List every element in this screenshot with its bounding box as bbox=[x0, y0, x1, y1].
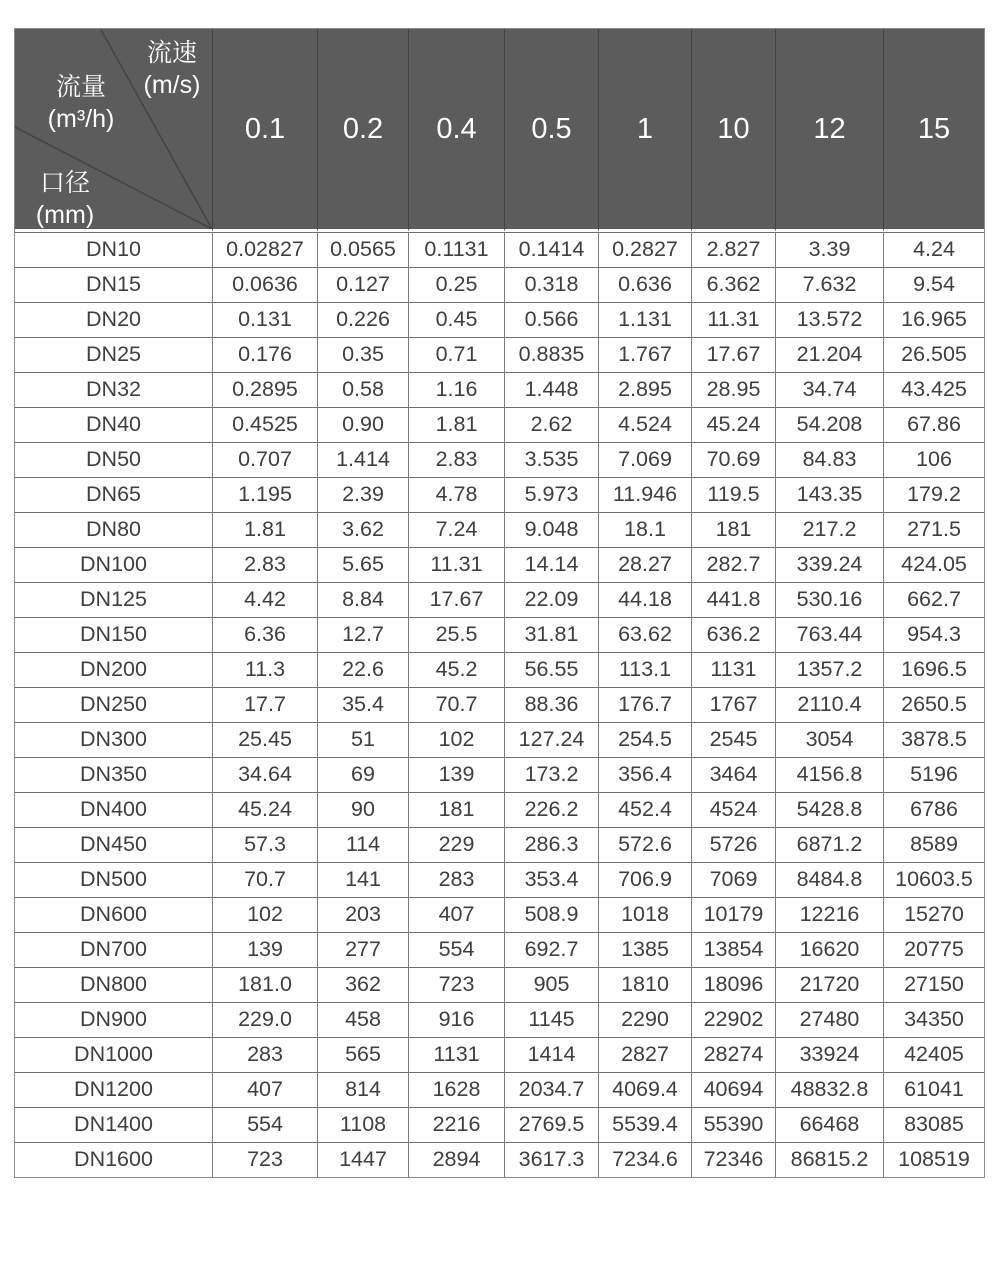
flow-value-cell: 27150 bbox=[884, 967, 984, 1002]
flow-value-cell: 226.2 bbox=[505, 792, 599, 827]
flow-value-cell: 8484.8 bbox=[776, 862, 884, 897]
diameter-cell: DN200 bbox=[15, 652, 213, 687]
flow-value-cell: 1767 bbox=[692, 687, 776, 722]
flow-value-cell: 21.204 bbox=[776, 337, 884, 372]
corner-header-cell bbox=[15, 29, 213, 232]
flow-value-cell: 1628 bbox=[409, 1072, 505, 1107]
flow-value-cell: 2.827 bbox=[692, 232, 776, 267]
table-row-dn1200 bbox=[15, 1072, 984, 1107]
flow-value-cell: 10603.5 bbox=[884, 862, 984, 897]
diameter-axis-label bbox=[19, 167, 111, 231]
flow-value-cell: 1.81 bbox=[409, 407, 505, 442]
flow-value-cell: 45.24 bbox=[692, 407, 776, 442]
flow-value-cell: 70.69 bbox=[692, 442, 776, 477]
flow-value-cell: 5.65 bbox=[318, 547, 409, 582]
flow-value-cell: 424.05 bbox=[884, 547, 984, 582]
flow-value-cell: 45.24 bbox=[213, 792, 318, 827]
flow-value-cell: 7234.6 bbox=[599, 1142, 692, 1177]
flow-value-cell: 9.048 bbox=[505, 512, 599, 547]
table-row-dn25 bbox=[15, 337, 984, 372]
flow-value-cell: 63.62 bbox=[599, 617, 692, 652]
flow-value-cell: 139 bbox=[409, 757, 505, 792]
flow-value-cell: 1131 bbox=[409, 1037, 505, 1072]
flow-value-cell: 7069 bbox=[692, 862, 776, 897]
flow-value-cell: 70.7 bbox=[409, 687, 505, 722]
flow-value-cell: 6871.2 bbox=[776, 827, 884, 862]
flow-value-cell: 0.90 bbox=[318, 407, 409, 442]
flow-value-cell: 3.62 bbox=[318, 512, 409, 547]
table-row-dn800 bbox=[15, 967, 984, 1002]
flow-value-cell: 1.81 bbox=[213, 512, 318, 547]
diameter-cell: DN150 bbox=[15, 617, 213, 652]
flow-value-cell: 286.3 bbox=[505, 827, 599, 862]
diameter-cell: DN400 bbox=[15, 792, 213, 827]
flow-value-cell: 530.16 bbox=[776, 582, 884, 617]
velocity-column-header-0.4: 0.4 bbox=[409, 29, 505, 232]
flow-value-cell: 2216 bbox=[409, 1107, 505, 1142]
flow-value-cell: 22902 bbox=[692, 1002, 776, 1037]
flow-value-cell: 25.5 bbox=[409, 617, 505, 652]
flow-value-cell: 554 bbox=[409, 932, 505, 967]
flow-value-cell: 108519 bbox=[884, 1142, 984, 1177]
table-row-dn700 bbox=[15, 932, 984, 967]
flow-value-cell: 13.572 bbox=[776, 302, 884, 337]
flow-value-cell: 4069.4 bbox=[599, 1072, 692, 1107]
flow-value-cell: 4.24 bbox=[884, 232, 984, 267]
flow-value-cell: 339.24 bbox=[776, 547, 884, 582]
flow-value-cell: 179.2 bbox=[884, 477, 984, 512]
flow-value-cell: 11.31 bbox=[409, 547, 505, 582]
flow-value-cell: 17.7 bbox=[213, 687, 318, 722]
velocity-column-header-1: 1 bbox=[599, 29, 692, 232]
flow-value-cell: 72346 bbox=[692, 1142, 776, 1177]
flow-value-cell: 69 bbox=[318, 757, 409, 792]
flow-value-cell: 11.31 bbox=[692, 302, 776, 337]
flow-value-cell: 181 bbox=[409, 792, 505, 827]
flow-value-cell: 723 bbox=[409, 967, 505, 1002]
flow-value-cell: 283 bbox=[409, 862, 505, 897]
flow-value-cell: 7.632 bbox=[776, 267, 884, 302]
flow-value-cell: 0.0636 bbox=[213, 267, 318, 302]
flow-value-cell: 102 bbox=[409, 722, 505, 757]
flow-value-cell: 20775 bbox=[884, 932, 984, 967]
flow-value-cell: 6.36 bbox=[213, 617, 318, 652]
flow-value-cell: 1385 bbox=[599, 932, 692, 967]
flow-value-cell: 271.5 bbox=[884, 512, 984, 547]
flow-value-cell: 8.84 bbox=[318, 582, 409, 617]
flow-value-cell: 356.4 bbox=[599, 757, 692, 792]
flow-value-cell: 0.8835 bbox=[505, 337, 599, 372]
table-row-dn500 bbox=[15, 862, 984, 897]
table-row-dn80 bbox=[15, 512, 984, 547]
flow-value-cell: 15270 bbox=[884, 897, 984, 932]
flow-value-cell: 3464 bbox=[692, 757, 776, 792]
table-row-dn450 bbox=[15, 827, 984, 862]
flow-value-cell: 1.414 bbox=[318, 442, 409, 477]
table-row-dn600 bbox=[15, 897, 984, 932]
flow-value-cell: 54.208 bbox=[776, 407, 884, 442]
flow-value-cell: 0.0565 bbox=[318, 232, 409, 267]
table-row-dn1400 bbox=[15, 1107, 984, 1142]
table-row-dn20 bbox=[15, 302, 984, 337]
flow-value-cell: 2290 bbox=[599, 1002, 692, 1037]
flow-value-cell: 353.4 bbox=[505, 862, 599, 897]
flow-value-cell: 1357.2 bbox=[776, 652, 884, 687]
flow-value-cell: 0.566 bbox=[505, 302, 599, 337]
flow-value-cell: 452.4 bbox=[599, 792, 692, 827]
flow-value-cell: 0.2827 bbox=[599, 232, 692, 267]
table-row-dn250 bbox=[15, 687, 984, 722]
flow-value-cell: 6786 bbox=[884, 792, 984, 827]
diameter-axis-unit: (mm) bbox=[35, 201, 95, 229]
velocity-column-header-0.5: 0.5 bbox=[505, 29, 599, 232]
flow-value-cell: 814 bbox=[318, 1072, 409, 1107]
flow-value-cell: 102 bbox=[213, 897, 318, 932]
flow-value-cell: 44.18 bbox=[599, 582, 692, 617]
flow-value-cell: 119.5 bbox=[692, 477, 776, 512]
table-row-dn200 bbox=[15, 652, 984, 687]
diameter-cell: DN250 bbox=[15, 687, 213, 722]
table-row-dn1000 bbox=[15, 1037, 984, 1072]
flow-axis-name: 流量 bbox=[55, 73, 106, 101]
flow-rate-table-container bbox=[14, 28, 984, 1178]
flow-value-cell: 2.62 bbox=[505, 407, 599, 442]
flow-value-cell: 173.2 bbox=[505, 757, 599, 792]
diameter-cell: DN1400 bbox=[15, 1107, 213, 1142]
flow-axis-unit: (m³/h) bbox=[47, 105, 115, 133]
velocity-column-header-0.2: 0.2 bbox=[318, 29, 409, 232]
flow-value-cell: 723 bbox=[213, 1142, 318, 1177]
table-row-dn350 bbox=[15, 757, 984, 792]
flow-value-cell: 0.02827 bbox=[213, 232, 318, 267]
flow-value-cell: 33924 bbox=[776, 1037, 884, 1072]
flow-value-cell: 34.74 bbox=[776, 372, 884, 407]
diameter-cell: DN15 bbox=[15, 267, 213, 302]
flow-value-cell: 22.6 bbox=[318, 652, 409, 687]
flow-velocity-diameter-table bbox=[14, 28, 985, 1178]
flow-value-cell: 2.83 bbox=[409, 442, 505, 477]
flow-value-cell: 16.965 bbox=[884, 302, 984, 337]
table-row-dn300 bbox=[15, 722, 984, 757]
flow-value-cell: 3617.3 bbox=[505, 1142, 599, 1177]
diameter-cell: DN350 bbox=[15, 757, 213, 792]
flow-value-cell: 17.67 bbox=[409, 582, 505, 617]
flow-value-cell: 4156.8 bbox=[776, 757, 884, 792]
diameter-cell: DN125 bbox=[15, 582, 213, 617]
flow-value-cell: 86815.2 bbox=[776, 1142, 884, 1177]
flow-value-cell: 43.425 bbox=[884, 372, 984, 407]
flow-value-cell: 21720 bbox=[776, 967, 884, 1002]
flow-value-cell: 113.1 bbox=[599, 652, 692, 687]
diameter-cell: DN100 bbox=[15, 547, 213, 582]
flow-value-cell: 0.25 bbox=[409, 267, 505, 302]
diameter-cell: DN50 bbox=[15, 442, 213, 477]
flow-value-cell: 0.127 bbox=[318, 267, 409, 302]
flow-value-cell: 26.505 bbox=[884, 337, 984, 372]
diameter-cell: DN65 bbox=[15, 477, 213, 512]
flow-value-cell: 25.45 bbox=[213, 722, 318, 757]
flow-value-cell: 4.524 bbox=[599, 407, 692, 442]
flow-value-cell: 66468 bbox=[776, 1107, 884, 1142]
diameter-cell: DN40 bbox=[15, 407, 213, 442]
flow-value-cell: 13854 bbox=[692, 932, 776, 967]
flow-value-cell: 176.7 bbox=[599, 687, 692, 722]
flow-value-cell: 18.1 bbox=[599, 512, 692, 547]
flow-value-cell: 11.3 bbox=[213, 652, 318, 687]
flow-value-cell: 7.24 bbox=[409, 512, 505, 547]
flow-value-cell: 1131 bbox=[692, 652, 776, 687]
flow-value-cell: 0.636 bbox=[599, 267, 692, 302]
flow-value-cell: 254.5 bbox=[599, 722, 692, 757]
table-body bbox=[15, 232, 984, 1177]
flow-value-cell: 0.318 bbox=[505, 267, 599, 302]
flow-value-cell: 2650.5 bbox=[884, 687, 984, 722]
flow-value-cell: 31.81 bbox=[505, 617, 599, 652]
flow-value-cell: 83085 bbox=[884, 1107, 984, 1142]
flow-value-cell: 34.64 bbox=[213, 757, 318, 792]
flow-value-cell: 0.4525 bbox=[213, 407, 318, 442]
velocity-column-header-10: 10 bbox=[692, 29, 776, 232]
flow-value-cell: 0.71 bbox=[409, 337, 505, 372]
flow-value-cell: 17.67 bbox=[692, 337, 776, 372]
diameter-cell: DN10 bbox=[15, 232, 213, 267]
flow-value-cell: 905 bbox=[505, 967, 599, 1002]
flow-value-cell: 508.9 bbox=[505, 897, 599, 932]
flow-value-cell: 441.8 bbox=[692, 582, 776, 617]
velocity-axis-label bbox=[133, 37, 211, 101]
flow-value-cell: 283 bbox=[213, 1037, 318, 1072]
flow-value-cell: 181 bbox=[692, 512, 776, 547]
diameter-cell: DN25 bbox=[15, 337, 213, 372]
flow-value-cell: 407 bbox=[213, 1072, 318, 1107]
table-row-dn125 bbox=[15, 582, 984, 617]
flow-value-cell: 2.895 bbox=[599, 372, 692, 407]
flow-value-cell: 282.7 bbox=[692, 547, 776, 582]
diameter-cell: DN20 bbox=[15, 302, 213, 337]
flow-value-cell: 28.95 bbox=[692, 372, 776, 407]
table-row-dn100 bbox=[15, 547, 984, 582]
velocity-column-header-12: 12 bbox=[776, 29, 884, 232]
flow-value-cell: 229.0 bbox=[213, 1002, 318, 1037]
flow-value-cell: 5196 bbox=[884, 757, 984, 792]
flow-value-cell: 12216 bbox=[776, 897, 884, 932]
flow-value-cell: 458 bbox=[318, 1002, 409, 1037]
flow-value-cell: 0.58 bbox=[318, 372, 409, 407]
diameter-cell: DN1600 bbox=[15, 1142, 213, 1177]
flow-value-cell: 1145 bbox=[505, 1002, 599, 1037]
flow-value-cell: 203 bbox=[318, 897, 409, 932]
flow-value-cell: 70.7 bbox=[213, 862, 318, 897]
flow-value-cell: 22.09 bbox=[505, 582, 599, 617]
velocity-column-header-0.1: 0.1 bbox=[213, 29, 318, 232]
flow-value-cell: 636.2 bbox=[692, 617, 776, 652]
flow-value-cell: 57.3 bbox=[213, 827, 318, 862]
flow-value-cell: 4.42 bbox=[213, 582, 318, 617]
flow-value-cell: 9.54 bbox=[884, 267, 984, 302]
flow-value-cell: 114 bbox=[318, 827, 409, 862]
table-row-dn65 bbox=[15, 477, 984, 512]
diameter-cell: DN1200 bbox=[15, 1072, 213, 1107]
flow-value-cell: 3878.5 bbox=[884, 722, 984, 757]
diameter-cell: DN700 bbox=[15, 932, 213, 967]
flow-value-cell: 90 bbox=[318, 792, 409, 827]
flow-value-cell: 84.83 bbox=[776, 442, 884, 477]
flow-value-cell: 27480 bbox=[776, 1002, 884, 1037]
flow-value-cell: 0.176 bbox=[213, 337, 318, 372]
flow-value-cell: 40694 bbox=[692, 1072, 776, 1107]
flow-value-cell: 662.7 bbox=[884, 582, 984, 617]
flow-value-cell: 565 bbox=[318, 1037, 409, 1072]
flow-value-cell: 277 bbox=[318, 932, 409, 967]
flow-value-cell: 2827 bbox=[599, 1037, 692, 1072]
flow-value-cell: 28274 bbox=[692, 1037, 776, 1072]
table-row-dn32 bbox=[15, 372, 984, 407]
table-row-dn10 bbox=[15, 232, 984, 267]
flow-value-cell: 143.35 bbox=[776, 477, 884, 512]
flow-value-cell: 1.448 bbox=[505, 372, 599, 407]
diameter-cell: DN1000 bbox=[15, 1037, 213, 1072]
flow-value-cell: 916 bbox=[409, 1002, 505, 1037]
table-row-dn15 bbox=[15, 267, 984, 302]
flow-value-cell: 692.7 bbox=[505, 932, 599, 967]
flow-value-cell: 5.973 bbox=[505, 477, 599, 512]
flow-value-cell: 5539.4 bbox=[599, 1107, 692, 1142]
diameter-cell: DN800 bbox=[15, 967, 213, 1002]
velocity-axis-unit: (m/s) bbox=[143, 71, 201, 99]
flow-value-cell: 67.86 bbox=[884, 407, 984, 442]
flow-value-cell: 0.35 bbox=[318, 337, 409, 372]
flow-value-cell: 1.131 bbox=[599, 302, 692, 337]
flow-value-cell: 2034.7 bbox=[505, 1072, 599, 1107]
flow-value-cell: 2769.5 bbox=[505, 1107, 599, 1142]
flow-value-cell: 139 bbox=[213, 932, 318, 967]
flow-value-cell: 4.78 bbox=[409, 477, 505, 512]
diameter-cell: DN32 bbox=[15, 372, 213, 407]
flow-value-cell: 18096 bbox=[692, 967, 776, 1002]
flow-value-cell: 362 bbox=[318, 967, 409, 1002]
table-row-dn50 bbox=[15, 442, 984, 477]
flow-value-cell: 1.767 bbox=[599, 337, 692, 372]
flow-value-cell: 11.946 bbox=[599, 477, 692, 512]
flow-value-cell: 3054 bbox=[776, 722, 884, 757]
flow-value-cell: 181.0 bbox=[213, 967, 318, 1002]
flow-value-cell: 16620 bbox=[776, 932, 884, 967]
table-row-dn150 bbox=[15, 617, 984, 652]
header-row bbox=[15, 29, 984, 232]
flow-value-cell: 1.195 bbox=[213, 477, 318, 512]
table-row-dn900 bbox=[15, 1002, 984, 1037]
flow-value-cell: 1108 bbox=[318, 1107, 409, 1142]
flow-value-cell: 2894 bbox=[409, 1142, 505, 1177]
flow-value-cell: 5726 bbox=[692, 827, 776, 862]
flow-value-cell: 34350 bbox=[884, 1002, 984, 1037]
table-row-dn1600 bbox=[15, 1142, 984, 1177]
flow-value-cell: 61041 bbox=[884, 1072, 984, 1107]
flow-value-cell: 4524 bbox=[692, 792, 776, 827]
flow-value-cell: 1447 bbox=[318, 1142, 409, 1177]
diameter-cell: DN80 bbox=[15, 512, 213, 547]
flow-value-cell: 51 bbox=[318, 722, 409, 757]
flow-value-cell: 42405 bbox=[884, 1037, 984, 1072]
flow-value-cell: 2545 bbox=[692, 722, 776, 757]
flow-value-cell: 0.2895 bbox=[213, 372, 318, 407]
flow-value-cell: 1018 bbox=[599, 897, 692, 932]
diameter-axis-name: 口径 bbox=[39, 169, 90, 197]
flow-value-cell: 14.14 bbox=[505, 547, 599, 582]
flow-value-cell: 2.39 bbox=[318, 477, 409, 512]
flow-value-cell: 7.069 bbox=[599, 442, 692, 477]
diameter-cell: DN500 bbox=[15, 862, 213, 897]
flow-value-cell: 106 bbox=[884, 442, 984, 477]
flow-value-cell: 1414 bbox=[505, 1037, 599, 1072]
velocity-axis-name: 流速 bbox=[146, 39, 197, 67]
flow-value-cell: 229 bbox=[409, 827, 505, 862]
flow-value-cell: 1.16 bbox=[409, 372, 505, 407]
flow-value-cell: 763.44 bbox=[776, 617, 884, 652]
table-row-dn400 bbox=[15, 792, 984, 827]
flow-value-cell: 407 bbox=[409, 897, 505, 932]
flow-value-cell: 554 bbox=[213, 1107, 318, 1142]
flow-value-cell: 10179 bbox=[692, 897, 776, 932]
flow-value-cell: 0.131 bbox=[213, 302, 318, 337]
flow-value-cell: 141 bbox=[318, 862, 409, 897]
flow-value-cell: 6.362 bbox=[692, 267, 776, 302]
flow-value-cell: 2110.4 bbox=[776, 687, 884, 722]
velocity-column-header-15: 15 bbox=[884, 29, 984, 232]
flow-axis-label bbox=[31, 71, 131, 135]
flow-value-cell: 3.535 bbox=[505, 442, 599, 477]
flow-value-cell: 0.707 bbox=[213, 442, 318, 477]
flow-value-cell: 127.24 bbox=[505, 722, 599, 757]
flow-value-cell: 1810 bbox=[599, 967, 692, 1002]
flow-value-cell: 48832.8 bbox=[776, 1072, 884, 1107]
flow-value-cell: 35.4 bbox=[318, 687, 409, 722]
diameter-cell: DN450 bbox=[15, 827, 213, 862]
flow-value-cell: 12.7 bbox=[318, 617, 409, 652]
flow-value-cell: 572.6 bbox=[599, 827, 692, 862]
flow-value-cell: 706.9 bbox=[599, 862, 692, 897]
diameter-cell: DN600 bbox=[15, 897, 213, 932]
table-row-dn40 bbox=[15, 407, 984, 442]
flow-value-cell: 0.1414 bbox=[505, 232, 599, 267]
diameter-cell: DN900 bbox=[15, 1002, 213, 1037]
flow-value-cell: 28.27 bbox=[599, 547, 692, 582]
flow-value-cell: 0.1131 bbox=[409, 232, 505, 267]
flow-value-cell: 56.55 bbox=[505, 652, 599, 687]
flow-value-cell: 55390 bbox=[692, 1107, 776, 1142]
flow-value-cell: 0.45 bbox=[409, 302, 505, 337]
flow-value-cell: 3.39 bbox=[776, 232, 884, 267]
flow-value-cell: 2.83 bbox=[213, 547, 318, 582]
flow-value-cell: 8589 bbox=[884, 827, 984, 862]
flow-value-cell: 5428.8 bbox=[776, 792, 884, 827]
diameter-cell: DN300 bbox=[15, 722, 213, 757]
flow-value-cell: 217.2 bbox=[776, 512, 884, 547]
flow-value-cell: 45.2 bbox=[409, 652, 505, 687]
flow-value-cell: 1696.5 bbox=[884, 652, 984, 687]
flow-value-cell: 88.36 bbox=[505, 687, 599, 722]
flow-value-cell: 954.3 bbox=[884, 617, 984, 652]
flow-value-cell: 0.226 bbox=[318, 302, 409, 337]
